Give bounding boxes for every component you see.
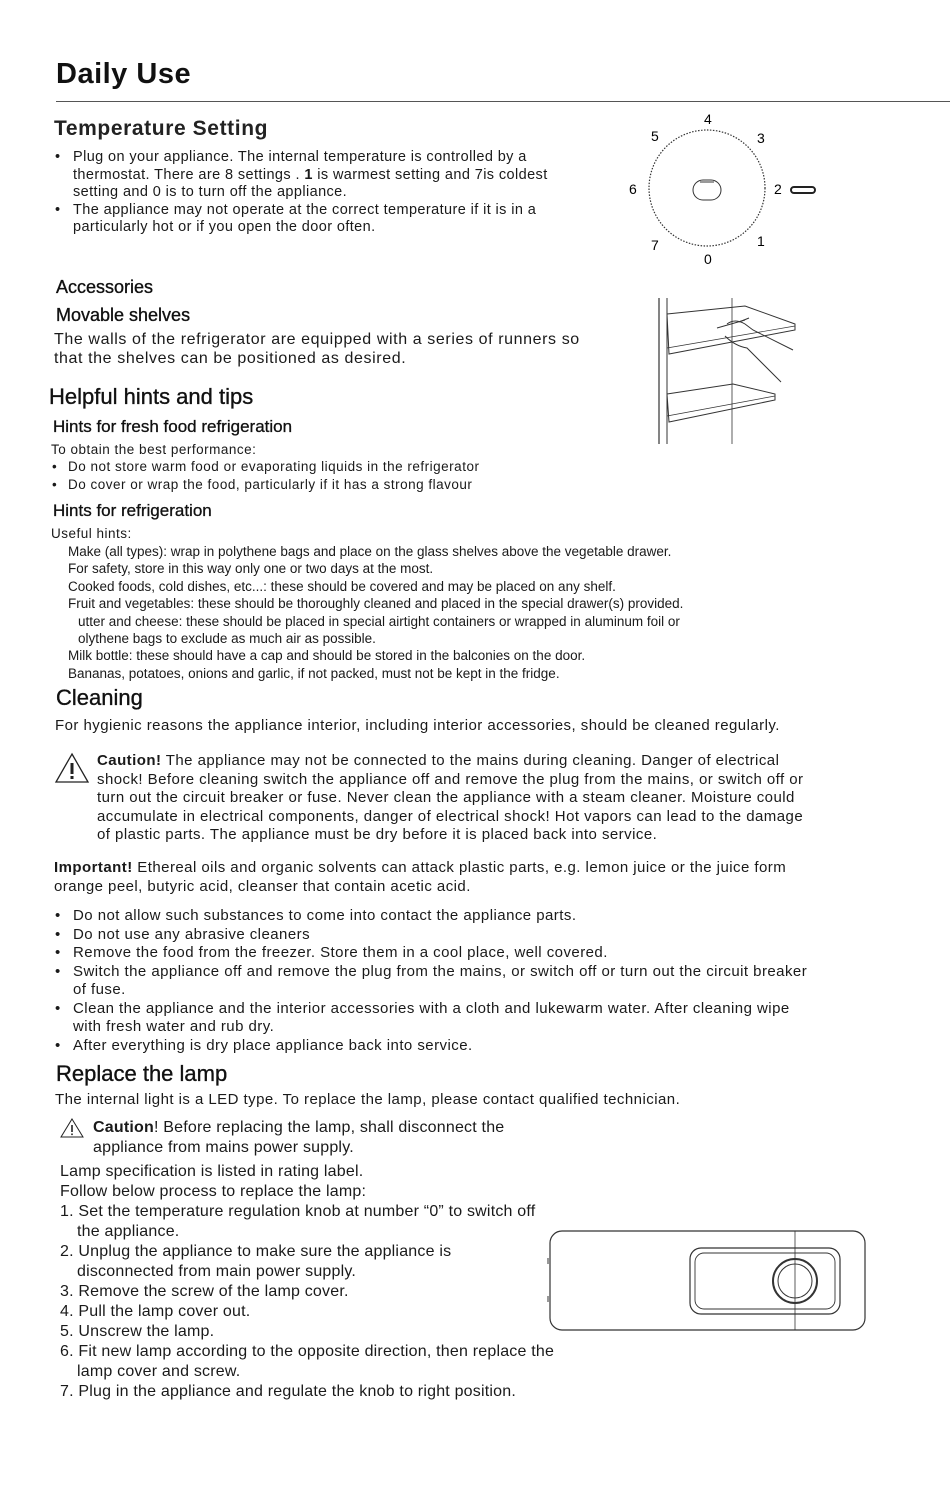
- lamp-step: 5. Unscrew the lamp.: [60, 1323, 215, 1340]
- cleaning-heading: Cleaning: [56, 685, 143, 710]
- lamp-heading: Replace the lamp: [56, 1061, 228, 1086]
- fresh-food-intro: To obtain the best performance:: [51, 442, 257, 457]
- fresh-food-bullets: [51, 458, 479, 494]
- temperature-bullet: • Plug on your appliance. The internal temperature is controlled by a thermostat. There are 8 settings . 1 is warmest setting and 7is coldest setting and 0 is to turn off the appliance.: [54, 149, 614, 202]
- lamp-step: 2. Unplug the appliance to make sure the appliance is: [60, 1243, 452, 1260]
- cleaning-bullet: • Switch the appliance off and remove the plug from the mains, or switch off or turn out the circuit breaker of fuse.: [54, 963, 934, 1000]
- refrigeration-intro: Useful hints:: [51, 526, 132, 541]
- refrigeration-heading: Hints for refrigeration: [53, 501, 212, 520]
- cleaning-important: Important! Ethereal oils and organic solvents can attack plastic parts, e.g. lemon juice or the juice form orange peel, butyric acid, cleanser that contain acetic acid.: [54, 859, 787, 895]
- fresh-food-bullet: • Do not store warm food or evaporating liquids in the refrigerator: [51, 458, 479, 476]
- hints-heading: Helpful hints and tips: [49, 384, 254, 409]
- dial-number: 5: [651, 128, 659, 144]
- page-title: Daily Use: [56, 58, 192, 90]
- cleaning-bullet: • Do not allow such substances to come into contact the appliance parts.: [54, 907, 934, 926]
- cleaning-bullet: • Do not use any abrasive cleaners: [54, 926, 934, 945]
- cleaning-bullet: • Clean the appliance and the interior accessories with a cloth and lukewarm water. After cleaning wipe with fresh water and rub dry.: [54, 1000, 934, 1037]
- fresh-food-heading: Hints for fresh food refrigeration: [53, 417, 293, 436]
- dial-number: 0: [704, 251, 712, 267]
- dial-number: 1: [757, 233, 765, 249]
- caution-label: Caution!: [97, 752, 162, 769]
- cleaning-caution: Caution! The appliance may not be connected to the mains during cleaning. Danger of electrical shock! Before cleaning switch the appliance off and remove the plug from the mains, or switch off or turn out the circuit breaker or fuse. Never clean the appliance with a steam cleaner. Moisture could accumulate in electrical components, danger of electrical shock! Hot vapors can lead to the damage of plastic parts. The appliance must be dry before it is placed back into service.: [97, 752, 804, 843]
- lamp-steps: 1. Set the temperature regulation knob at number “0” to switch off the appliance. 2. Unplug the appliance to make sure the appliance is disconnected from main power supply. 3. Remove the screw of the lamp cover. 4. Pull the lamp cover out. 5. Unscrew the lamp. 6. Fit new lamp according to the opposite direction, then replace the lamp cover and screw. 7. Plug in the appliance and regulate the knob to right position.: [60, 1203, 555, 1400]
- lamp-step: 4. Pull the lamp cover out.: [60, 1303, 251, 1320]
- accessories-text: The walls of the refrigerator are equipped with a series of runners so that the shelves can be positioned as desired.: [54, 331, 580, 367]
- lamp-intro: The internal light is a LED type. To replace the lamp, please contact qualified technician.: [55, 1091, 681, 1108]
- title-divider: [56, 101, 950, 102]
- lamp-step: 1. Set the temperature regulation knob at number “0” to switch off: [60, 1203, 536, 1220]
- lamp-step: 7. Plug in the appliance and regulate the knob to right position.: [60, 1383, 516, 1400]
- temperature-bullet: • The appliance may not operate at the correct temperature if it is in a particularly hot or if you open the door often.: [54, 202, 614, 237]
- cleaning-bullet: • Remove the food from the freezer. Store them in a cool place, well covered.: [54, 944, 934, 963]
- shelf-illustration: [655, 296, 805, 448]
- movable-shelves-heading: Movable shelves: [56, 305, 191, 325]
- lamp-spec: Lamp specification is listed in rating label.: [60, 1163, 364, 1180]
- dial-number: 6: [629, 181, 637, 197]
- lamp-follow: Follow below process to replace the lamp:: [60, 1183, 367, 1200]
- fresh-food-bullet: • Do cover or wrap the food, particularly if it has a strong flavour: [51, 476, 479, 494]
- temperature-heading: Temperature Setting: [54, 117, 269, 140]
- lamp-step: 6. Fit new lamp according to the opposite direction, then replace the: [60, 1343, 555, 1360]
- cleaning-bullet: • After everything is dry place appliance back into service.: [54, 1037, 934, 1056]
- warning-icon: [54, 752, 90, 784]
- accessories-heading: Accessories: [56, 277, 154, 297]
- temperature-bullets: [54, 149, 614, 237]
- important-label: Important!: [54, 859, 133, 876]
- dial-number: 3: [757, 130, 765, 146]
- dial-number: 7: [651, 237, 659, 253]
- dial-number: 2: [774, 181, 782, 197]
- warning-icon: [60, 1118, 84, 1138]
- caution-label: Caution: [93, 1119, 154, 1136]
- cleaning-intro: For hygienic reasons the appliance interior, including interior accessories, should be cleaned regularly.: [55, 717, 780, 734]
- dial-number: 4: [704, 111, 712, 127]
- cleaning-bullets: [54, 907, 934, 1055]
- lamp-caution: Caution! Before replacing the lamp, shall disconnect the appliance from mains power supply.: [93, 1119, 505, 1156]
- lamp-housing-illustration: [546, 1228, 870, 1334]
- refrigeration-hints: Make (all types): wrap in polythene bags and place on the glass shelves above the vegetable drawer. For safety, store in this way only one or two days at the most. Cooked foods, cold dishes, etc...: these should be covered and may be placed on any shelf. Fruit and vegetables: these should be thoroughly cleaned and placed in the special drawer(s) provided. utter and cheese: these should be placed in special airtight containers or wrapped in aluminum foil or olythene bags to exclude as much air as possible. Milk bottle: these should have a cap and should be stored in the balconies on the door. Bananas, potatoes, onions and garlic, if not packed, must not be kept in the fridge.: [68, 544, 684, 681]
- thermostat-dial-illustration: [620, 108, 830, 268]
- lamp-step: 3. Remove the screw of the lamp cover.: [60, 1283, 349, 1300]
